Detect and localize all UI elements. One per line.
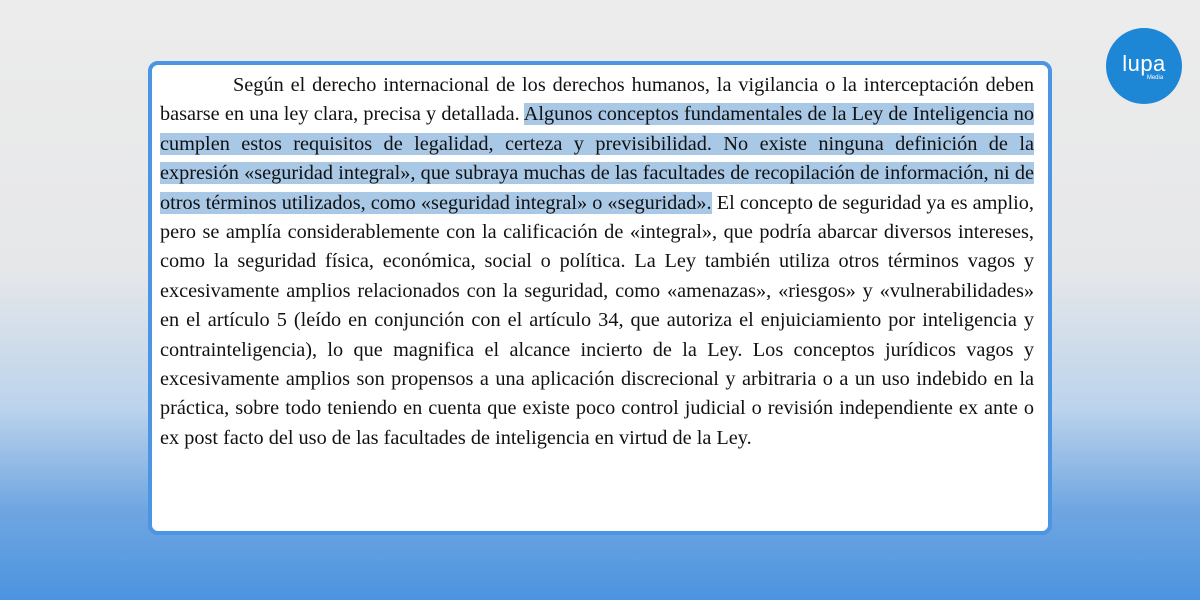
- highlighted-passage: Algunos conceptos fundamentales de la Ley de Inteligencia no cumplen estos requisitos de legalidad, certeza y previsibilidad. No existe ninguna definición de la expresión «seguridad integral», que subraya muchas de las facultades de recopilación de información, ni de otros términos utilizados, como «seguridad integral» o «seguridad».: [160, 103, 1034, 214]
- lupa-media-logo: [1106, 28, 1182, 104]
- document-paragraph: [160, 71, 1034, 453]
- paragraph-text-before: Según el derecho internacional de los derechos humanos, la vigilancia o la interceptación deben basarse en una ley clara, precisa y detallada.: [160, 74, 1034, 126]
- logo-wordmark: lupa: [1122, 50, 1166, 76]
- document-excerpt-card: [148, 61, 1052, 535]
- paragraph-text-after: El concepto de seguridad ya es amplio, pero se amplía considerablemente con la calificación de «integral», que podría abarcar diversos intereses, como la seguridad física, económica, social o política. La Ley también utiliza otros términos vagos y excesivamente amplios relacionados con la seguridad, como «amenazas», «riesgos» y «vulnerabilidades» en el artículo 5 (leído en conjunción con el artículo 34, que autoriza el enjuiciamiento por inteligencia y contrainteligencia), lo que magnifica el alcance incierto de la Ley. Los conceptos jurídicos vagos y excesivamente amplios son propensos a una aplicación discrecional y arbitraria o a un uso indebido en la práctica, sobre todo teniendo en cuenta que existe poco control judicial o revisión independiente ex ante o ex post facto del uso de las facultades de inteligencia en virtud de la Ley.: [160, 191, 1034, 449]
- logo-subtitle: Media: [1146, 74, 1164, 81]
